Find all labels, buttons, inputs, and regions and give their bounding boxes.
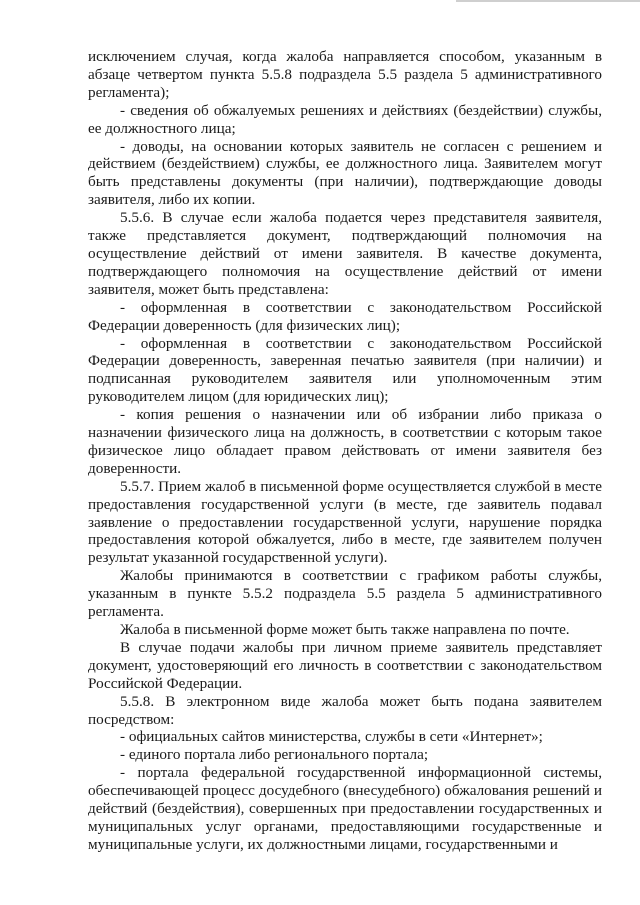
paragraph-list-item-appealed-decisions: - сведения об обжалуемых решениях и действиях (бездействии) службы, ее должностного лица; [88, 101, 602, 137]
paragraph-5-5-8: 5.5.8. В электронном виде жалоба может быть подана заявителем посредством: [88, 692, 602, 728]
document-body [88, 48, 602, 854]
paragraph-list-item-federal-system-portal: - портала федеральной государственной информационной системы, обеспечивающей процесс досудебного (внесудебного) обжалования решений и действий (бездействия), совершенных при предоставлении государственных и муниципальных услуг органами, предоставляющими государственные и муниципальные услуги, их должностными лицами, государственными и [88, 764, 602, 853]
paragraph-list-item-appointment-decision-copy: - копия решения о назначении или об избрании либо приказа о назначении физического лица на должность, в соответствии с которым такое физическое лицо обладает правом действовать от имени заявителя без доверенности. [88, 406, 602, 477]
scan-edge-mark [456, 0, 640, 2]
paragraph-list-item-power-of-attorney-individuals: - оформленная в соответствии с законодательством Российской Федерации доверенность (для физических лиц); [88, 298, 602, 334]
paragraph-mail: Жалоба в письменной форме может быть также направлена по почте. [120, 621, 570, 638]
paragraph-list-item-official-websites: - официальных сайтов министерства, службы в сети «Интернет»; [120, 728, 543, 746]
paragraph-5-5-7: 5.5.7. Прием жалоб в письменной форме осуществляется службой в месте предоставления государственной услуги (в месте, где заявитель подавал заявление о предоставлении государственной услуги, нарушение порядка предоставления которой обжалуется, либо в месте, где заявителем получен результат указанной государственной услуги). [88, 477, 602, 567]
paragraph-5-5-6: 5.5.6. В случае если жалоба подается через представителя заявителя, также представляется документ, подтверждающий полномочия на осуществление действий от имени заявителя. В качестве документа, подтверждающего полномочия на осуществление действий от имени заявителя, может быть представлена: [88, 209, 602, 298]
paragraph-schedule: Жалобы принимаются в соответствии с графиком работы службы, указанным в пункте 5.5.2 подраздела 5.5 раздела 5 административного регламента. [88, 567, 602, 621]
paragraph-personal-reception: В случае подачи жалобы при личном приеме заявитель представляет документ, удостоверяющий его личность в соответствии с законодательством Российской Федерации. [88, 638, 602, 692]
paragraph-continuation: исключением случая, когда жалоба направляется способом, указанным в абзаце четвертом пункта 5.5.8 подраздела 5.5 раздела 5 административного регламента); [88, 48, 602, 101]
paragraph-list-item-arguments: - доводы, на основании которых заявитель не согласен с решением и действием (бездействием) службы, ее должностного лица. Заявителем могут быть представлены документы (при наличии), подтверждающие доводы заявителя, либо их копии. [88, 137, 602, 209]
paragraph-list-item-unified-portal: - единого портала либо регионального портала; [120, 746, 429, 764]
paragraph-list-item-power-of-attorney-legal-entities: - оформленная в соответствии с законодательством Российской Федерации доверенность, заверенная печатью заявителя (при наличии) и подписанная руководителем заявителя или уполномоченным этим руководителем лицом (для юридических лиц); [88, 334, 602, 406]
